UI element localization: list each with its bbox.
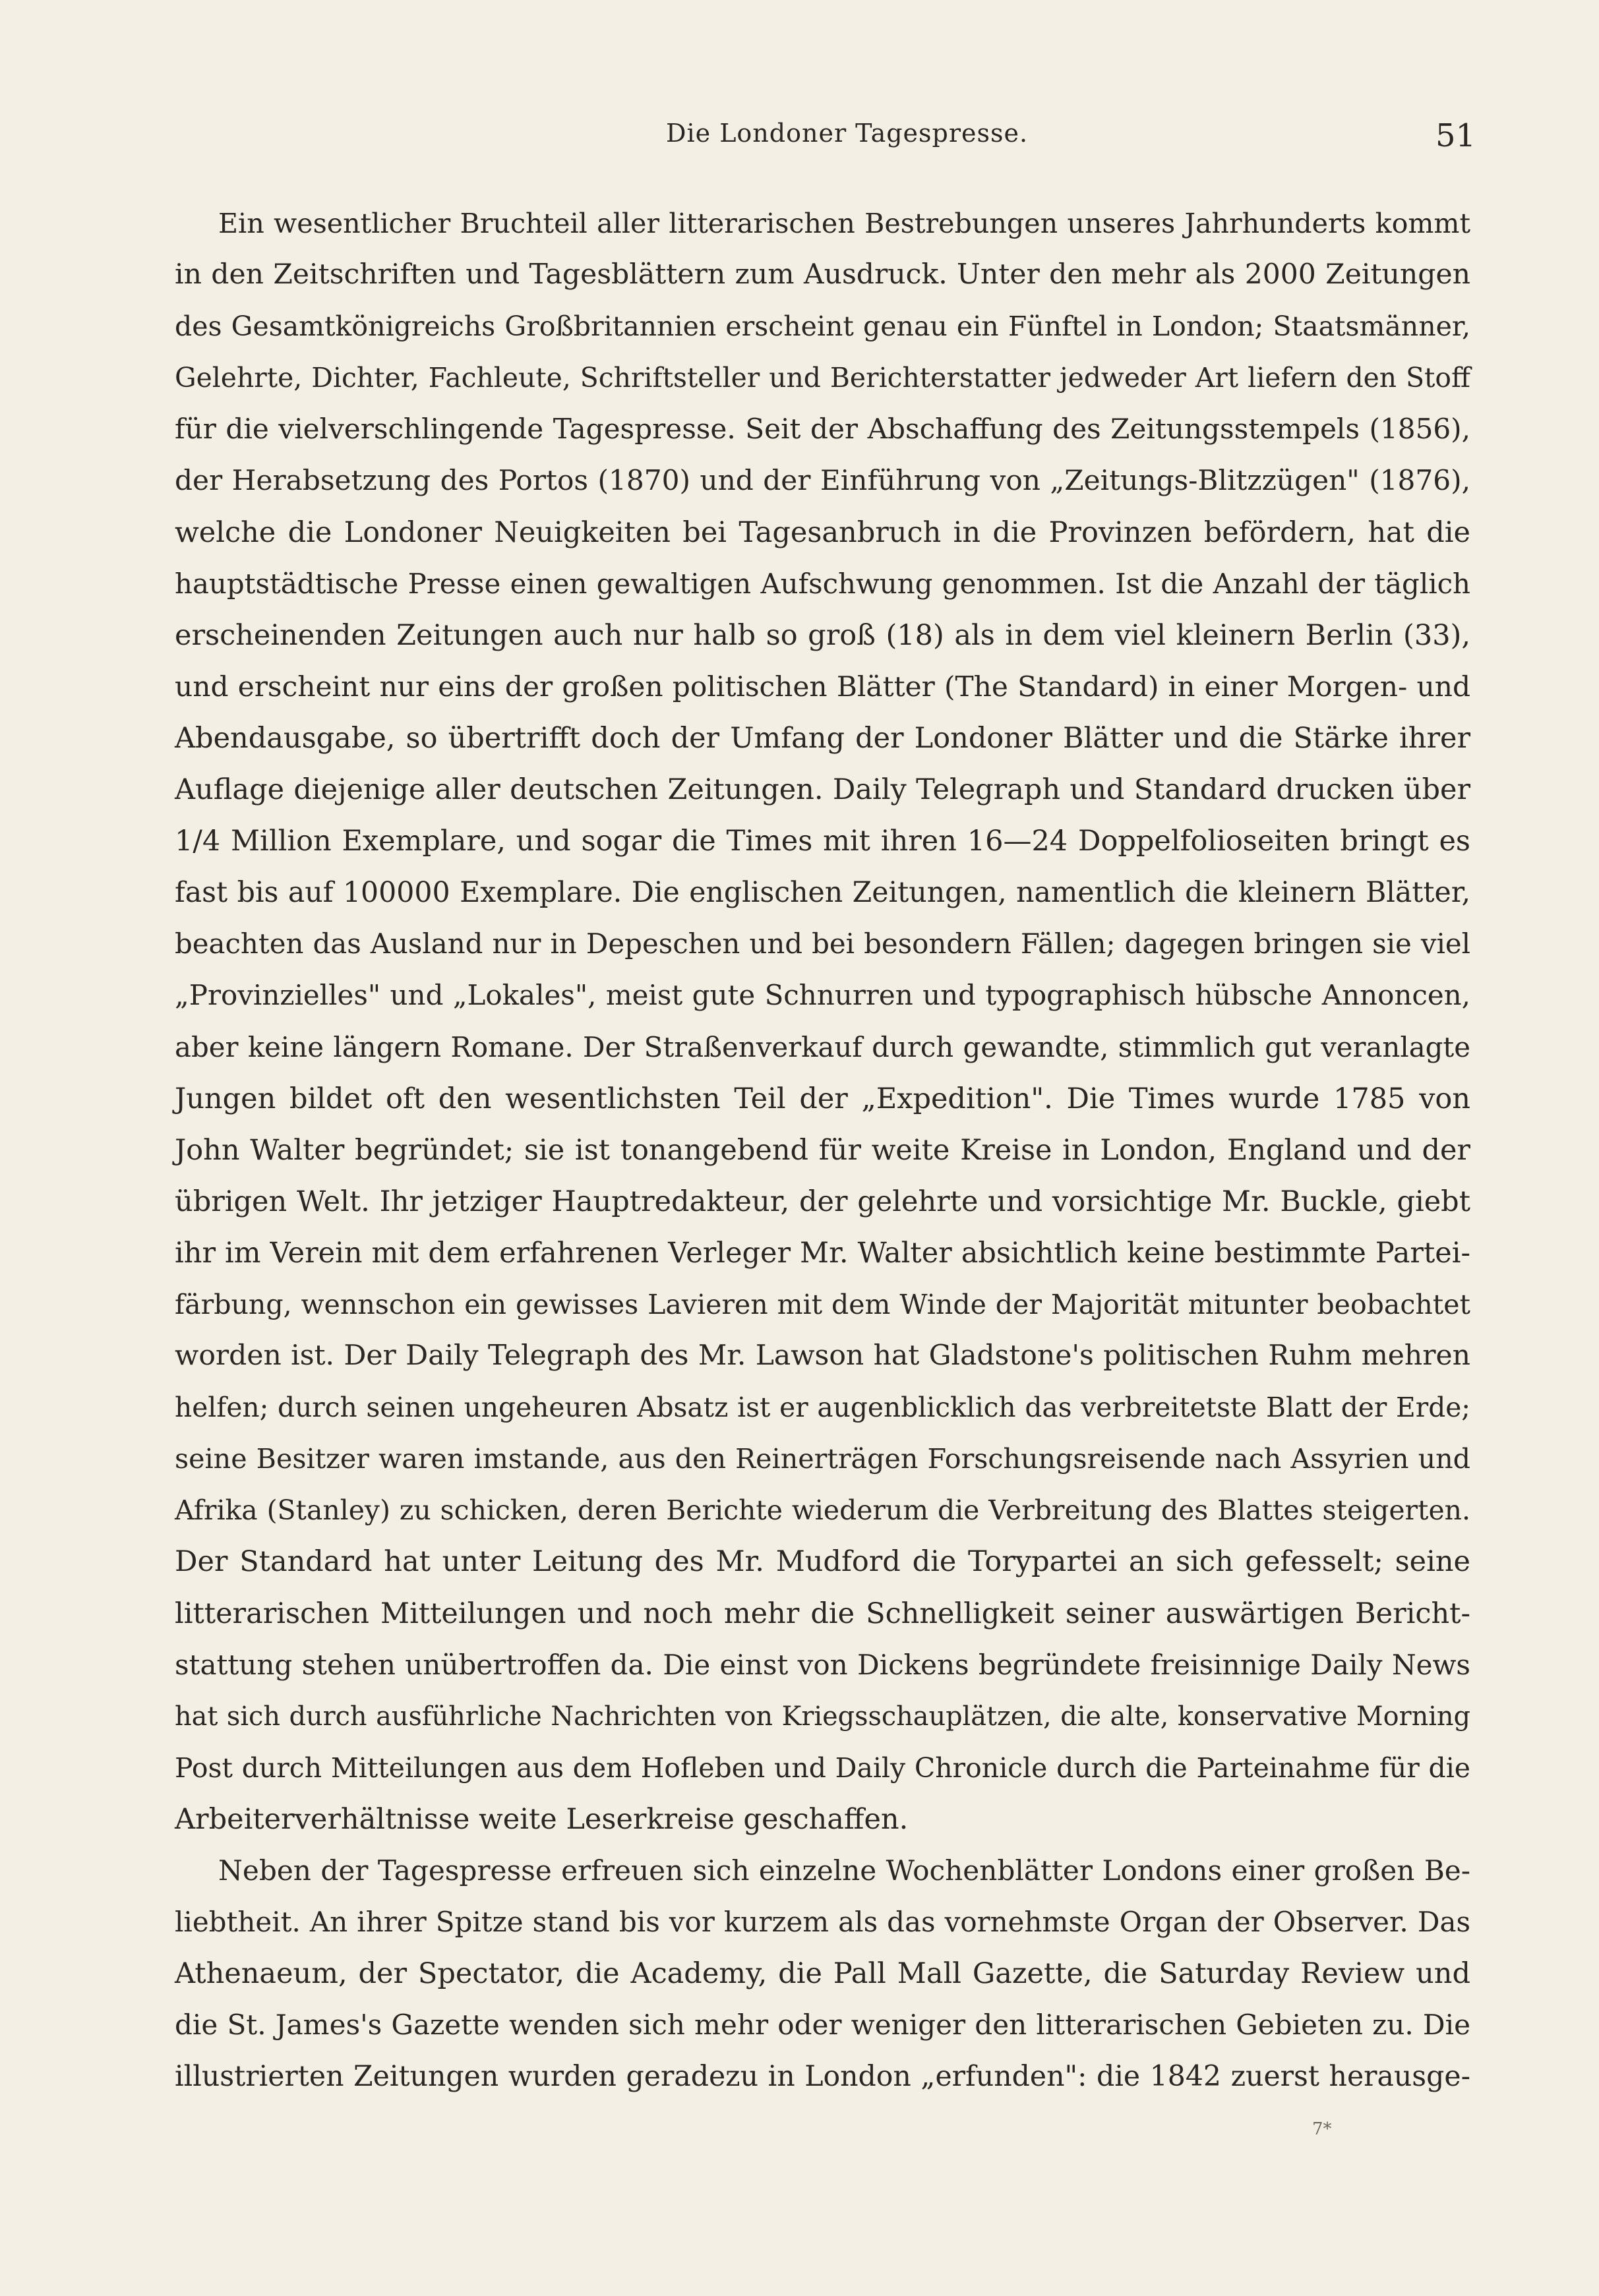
paragraph-1 xyxy=(175,198,1470,1845)
running-head: Die Londoner Tagespresse. xyxy=(666,119,1029,148)
text-line: Auflage diejenige aller deutschen Zeitungen. Daily Telegraph und Standard drucken über xyxy=(175,773,1470,807)
text-line: Arbeiterverhältnisse weite Leserkreise geschaffen. xyxy=(175,1802,909,1836)
page-number: 51 xyxy=(1435,117,1476,154)
text-line: in den Zeitschriften und Tagesblättern zum Ausdruck. Unter den mehr als 2000 Zeitungen xyxy=(175,258,1470,291)
text-line: seine Besitzer waren imstande, aus den Reinerträgen Forschungsreisende nach Assyrien und xyxy=(175,1443,1470,1475)
text-line: Gelehrte, Dichter, Fachleute, Schriftsteller und Berichterstatter jedweder Art liefern den Stoff xyxy=(175,362,1470,394)
text-line: erscheinenden Zeitungen auch nur halb so groß (18) als in dem viel kleinern Berlin (33), xyxy=(175,618,1470,652)
text-line: hauptstädtische Presse einen gewaltigen Aufschwung genommen. Ist die Anzahl der täglich xyxy=(175,567,1470,600)
text-line: der Herabsetzung des Portos (1870) und der Einführung von „Zeitungs-Blitzzügen" (1876), xyxy=(175,464,1470,497)
text-line: stattung stehen unübertroffen da. Die einst von Dickens begründete freisinnige Daily News xyxy=(175,1648,1470,1681)
text-line: für die vielverschlingende Tagespresse. Seit der Abschaffung des Zeitungsstempels (1856), xyxy=(175,413,1470,446)
text-line: fast bis auf 100000 Exemplare. Die englischen Zeitungen, namentlich die kleinern Blätter, xyxy=(175,876,1470,910)
text-line: liebtheit. An ihrer Spitze stand bis vor kurzem als das vornehmste Organ der Observer. Das xyxy=(175,1906,1470,1939)
body-text xyxy=(175,198,1470,2102)
text-line: Der Standard hat unter Leitung des Mr. Mudford die Torypartei an sich gefesselt; seine xyxy=(175,1545,1470,1579)
text-line: und erscheint nur eins der großen politischen Blätter (The Standard) in einer Morgen- und xyxy=(175,670,1470,703)
text-line: worden ist. Der Daily Telegraph des Mr. Lawson hat Gladstone's politischen Ruhm mehren xyxy=(175,1339,1470,1372)
text-line: aber keine längern Romane. Der Straßenverkauf durch gewandte, stimmlich gut veranlagte xyxy=(175,1030,1470,1063)
text-line: Ein wesentlicher Bruchteil aller litterarischen Bestrebungen unseres Jahrhunderts kommt xyxy=(218,208,1470,239)
text-line: hat sich durch ausführliche Nachrichten von Kriegsschauplätzen, die alte, konservative Morning xyxy=(175,1701,1470,1732)
text-line: übrigen Welt. Ihr jetziger Hauptredakteur, der gelehrte und vorsichtige Mr. Buckle, giebt xyxy=(175,1185,1470,1218)
text-line: 1/4 Million Exemplare, und sogar die Times mit ihren 16—24 Doppelfolioseiten bringt es xyxy=(175,825,1470,858)
text-line: Post durch Mitteilungen aus dem Hofleben und Daily Chronicle durch die Parteinahme für die xyxy=(175,1751,1470,1784)
text-line: John Walter begründet; sie ist tonangebend für weite Kreise in London, England und der xyxy=(175,1133,1470,1167)
text-line: Abendausgabe, so übertrifft doch der Umfang der Londoner Blätter und die Stärke ihrer xyxy=(175,721,1470,755)
text-line: Afrika (Stanley) zu schicken, deren Berichte wiederum die Verbreitung des Blattes steigerten. xyxy=(175,1494,1470,1527)
text-line: helfen; durch seinen ungeheuren Absatz ist er augenblicklich das verbreitetste Blatt der Erde; xyxy=(175,1392,1470,1424)
text-line: Athenaeum, der Spectator, die Academy, die Pall Mall Gazette, die Saturday Review und xyxy=(175,1957,1470,1991)
signature-mark: 7* xyxy=(1312,2119,1332,2139)
text-line: färbung, wennschon ein gewisses Lavieren mit dem Winde der Majorität mitunter beobachtet xyxy=(175,1288,1470,1320)
text-line: litterarischen Mitteilungen und noch mehr die Schnelligkeit seiner auswärtigen Bericht- xyxy=(175,1597,1470,1630)
text-line: beachten das Ausland nur in Depeschen und bei besondern Fällen; dagegen bringen sie viel xyxy=(175,927,1470,960)
paragraph-2 xyxy=(175,1845,1470,2102)
text-line: illustrierten Zeitungen wurden geradezu in London „erfunden": die 1842 zuerst herausge- xyxy=(175,2060,1470,2094)
text-line: welche die Londoner Neuigkeiten bei Tagesanbruch in die Provinzen befördern, hat die xyxy=(175,515,1470,549)
text-line: ihr im Verein mit dem erfahrenen Verleger Mr. Walter absichtlich keine bestimmte Partei- xyxy=(175,1236,1470,1270)
text-line: „Provinzielles" und „Lokales", meist gute Schnurren und typographisch hübsche Annoncen, xyxy=(175,979,1470,1012)
text-line: Jungen bildet oft den wesentlichsten Teil der „Expedition". Die Times wurde 1785 von xyxy=(175,1082,1470,1115)
text-line: Neben der Tagespresse erfreuen sich einzelne Wochenblätter Londons einer großen Be- xyxy=(218,1854,1470,1887)
text-line: des Gesamtkönigreichs Großbritannien erscheint genau ein Fünftel in London; Staatsmänner, xyxy=(175,310,1470,343)
text-line: die St. James's Gazette wenden sich mehr oder weniger den litterarischen Gebieten zu. Die xyxy=(175,2009,1470,2042)
